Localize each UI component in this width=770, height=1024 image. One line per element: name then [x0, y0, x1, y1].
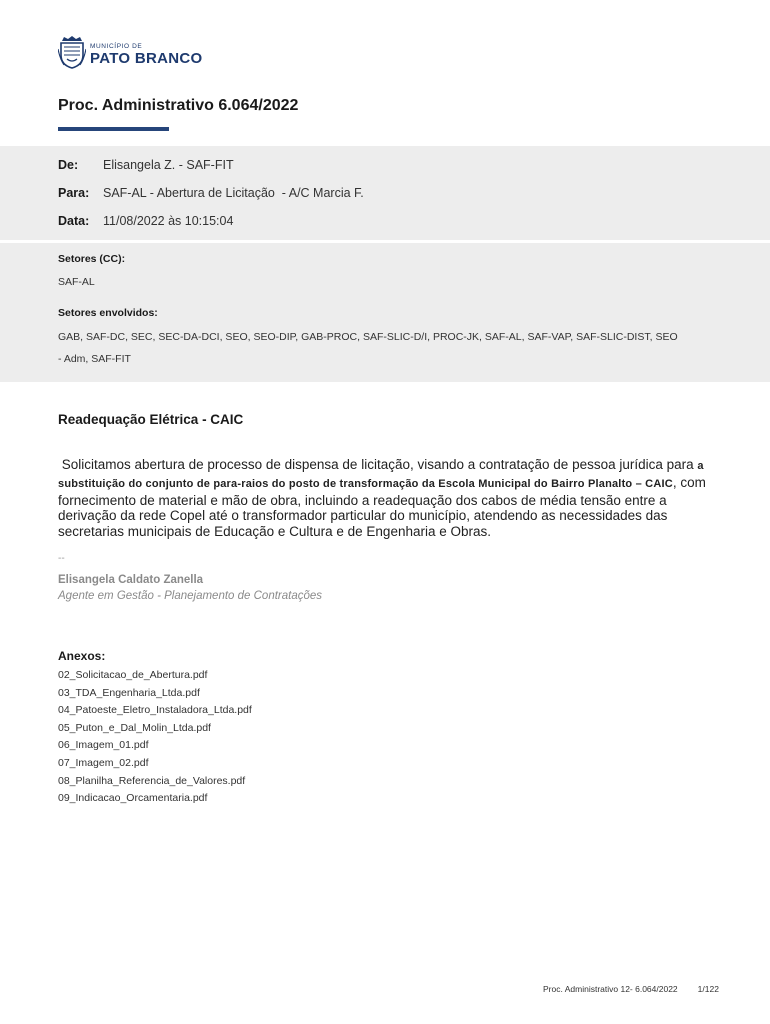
- attachments-list: [58, 667, 252, 808]
- message-body-part2: , com fornecimento de material e mão de obra, incluindo a readequação dos cabos de média tensão entre a derivação da rede Copel até o transformador particular do município, atendendo as necessidades das secretarias municipais de Educação e Cultura e de Engenharia e Obras.: [58, 474, 706, 540]
- attachment-item[interactable]: 08_Planilha_Referencia_de_Valores.pdf: [58, 774, 246, 787]
- message-body: [58, 457, 718, 540]
- from-row: [58, 158, 234, 172]
- attachment-item[interactable]: 09_Indicacao_Orcamentaria.pdf: [58, 792, 208, 805]
- footer-page-number: 1/122: [697, 984, 719, 994]
- from-label: De:: [58, 158, 79, 172]
- title-underline: [58, 127, 169, 131]
- cc-sectors-value: SAF-AL: [58, 276, 95, 288]
- attachment-item[interactable]: 03_TDA_Engenharia_Ltda.pdf: [58, 686, 200, 699]
- involved-sectors-label: Setores envolvidos:: [58, 307, 158, 319]
- signature-name: Elisangela Caldato Zanella: [58, 574, 204, 586]
- message-body-part1: Solicitamos abertura de processo de dispensa de licitação, visando a contratação de pessoa jurídica para: [58, 457, 698, 472]
- municipality-logo: [58, 34, 202, 70]
- attachment-item[interactable]: 04_Patoeste_Eletro_Instaladora_Ltda.pdf: [58, 704, 252, 717]
- coat-of-arms-icon: [58, 35, 86, 69]
- signature-separator: --: [58, 553, 65, 564]
- message-body-bold: a substituição do conjunto de para-raios do posto de transformação da Escola Municipal do Bairro Planalto – CAIC: [58, 460, 704, 490]
- to-label: Para:: [58, 186, 90, 200]
- attachment-item[interactable]: 07_Imagem_02.pdf: [58, 756, 149, 769]
- date-value: 11/08/2022 às 10:15:04: [103, 214, 234, 228]
- from-value: Elisangela Z. - SAF-FIT: [103, 158, 234, 172]
- to-value: SAF-AL - Abertura de Licitação - A/C Marcia F.: [103, 186, 364, 200]
- attachment-item[interactable]: 06_Imagem_01.pdf: [58, 739, 149, 752]
- cc-sectors-label: Setores (CC):: [58, 253, 126, 265]
- to-row: [58, 186, 364, 200]
- involved-sectors-value: GAB, SAF-DC, SEC, SEC-DA-DCI, SEO, SEO-DIP, GAB-PROC, SAF-SLIC-D/I, PROC-JK, SAF-AL, SAF-VAP, SAF-SLIC-DIST, SEO - Adm, SAF-FIT: [58, 331, 678, 365]
- attachment-item[interactable]: 05_Puton_e_Dal_Molin_Ltda.pdf: [58, 721, 211, 734]
- footer-doc-ref: Proc. Administrativo 12- 6.064/2022: [543, 984, 678, 994]
- attachments-label: Anexos:: [58, 649, 106, 663]
- attachment-item[interactable]: 02_Solicitacao_de_Abertura.pdf: [58, 669, 208, 681]
- page-footer: [543, 984, 719, 994]
- logo-small-text: MUNICÍPIO DE: [90, 43, 143, 50]
- message-subject: Readequação Elétrica - CAIC: [58, 412, 244, 427]
- date-label: Data:: [58, 214, 90, 228]
- logo-name: PATO BRANCO: [90, 50, 203, 67]
- page-title: Proc. Administrativo 6.064/2022: [58, 97, 299, 114]
- date-row: [58, 214, 233, 228]
- signature-role: Agente em Gestão - Planejamento de Contratações: [58, 590, 323, 602]
